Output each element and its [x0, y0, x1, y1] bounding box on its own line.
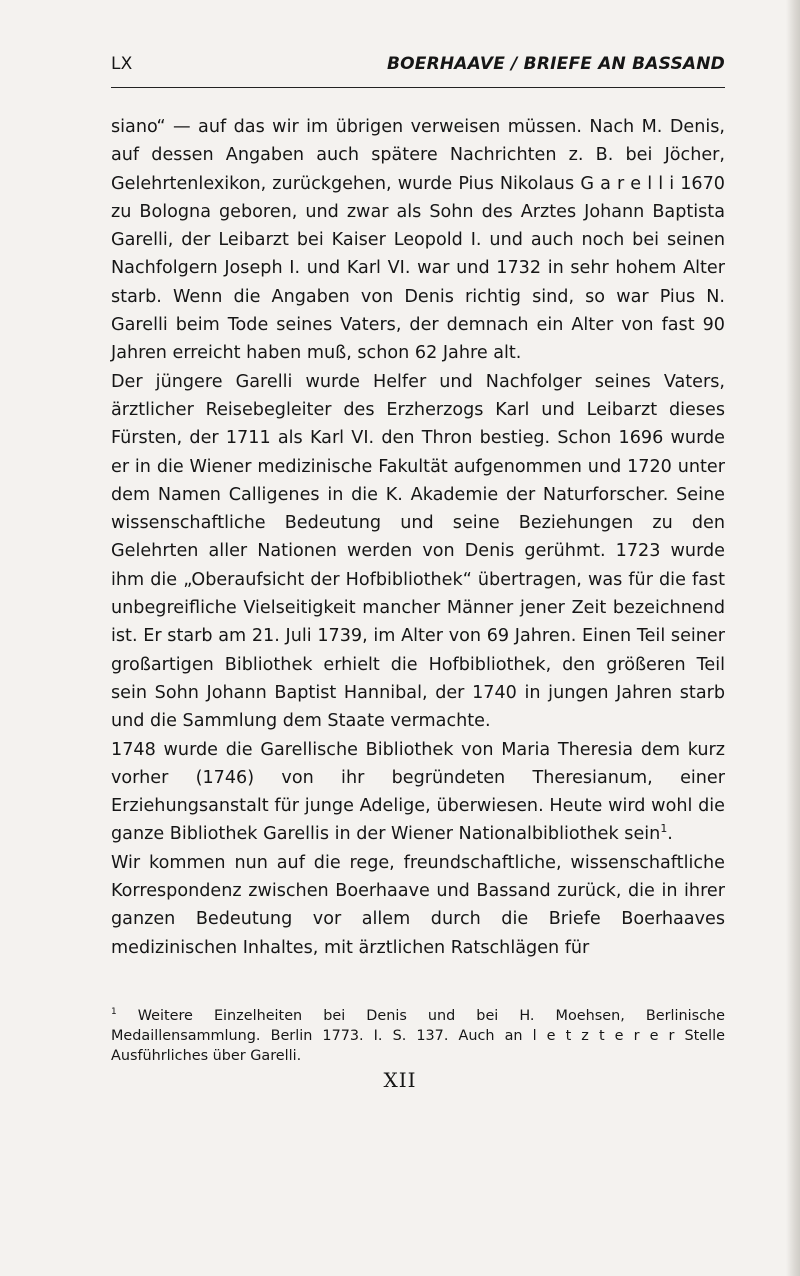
header-running-title: BOERHAAVE / BRIEFE AN BASSAND — [386, 54, 725, 74]
paragraph-3: 1748 wurde die Garellische Bibliothek von Maria Theresia dem kurz vorher (1746) von ihr begründeten Theresianum, einer Erziehungsanstalt für junge Adelige, überwiesen. Heute wird wohl die ganze Bibliothek Garellis in der Wiener Nationalbibliothek sein$^1$. — [111, 739, 725, 845]
page-number: XII — [383, 1068, 417, 1092]
header-rule — [111, 87, 725, 88]
body-text — [111, 113, 725, 962]
header-chapter-number: LX — [111, 54, 133, 74]
paragraph-2: Der jüngere Garelli wurde Helfer und Nachfolger seines Vaters, ärztlicher Reisebegleiter des Erzherzogs Karl und Leibarzt dieses Fürsten, der 1711 als Karl VI. den Thron bestieg. Schon 1696 wurde er in die Wiener medizinische Fakultät aufgenommen und 1720 unter dem Namen Calligenes in die K. Akademie der Naturforscher. Seine wissenschaftliche Bedeutung und seine Beziehungen zu den Gelehrten aller Nationen werden von Denis gerühmt. 1723 wurde ihm die „Oberaufsicht der Hofbibliothek“ übertragen, was für die fast unbegreifliche Vielseitigkeit mancher Männer jener Zeit bezeichnend ist. Er starb am 21. Juli 1739, im Alter von 69 Jahren. Einen Teil seiner großartigen Bibliothek erhielt die Hofbibliothek, den größeren Teil sein Sohn Johann Baptist Hannibal, der 1740 in jungen Jahren starb und die Sammlung dem Staate vermachte. — [111, 371, 725, 732]
footnote-reference: 1 — [660, 822, 668, 836]
footnote-text: Weitere Einzelheiten bei Denis und bei H. Moehsen, Berlinische Medaillensammlung. Berlin 1773. I. S. 137. Auch an l e t z t e r e r Stelle Ausführliches über Garelli. — [111, 1008, 725, 1064]
paragraph-1: siano“ — auf das wir im übrigen verweisen müssen. Nach M. Denis, auf dessen Angaben auch spätere Nachrichten z. B. bei Jöcher, Gelehrtenlexikon, zurückgehen, wurde Pius Nikolaus G a r e l l i 1670 zu Bologna geboren, und zwar als Sohn des Arztes Johann Baptista Garelli, der Leibarzt bei Kaiser Leopold I. und auch noch bei seinen Nachfolgern Joseph I. und Karl VI. war und 1732 in sehr hohem Alter starb. Wenn die Angaben von Denis richtig sind, so war Pius N. Garelli beim Tode seines Vaters, der demnach ein Alter von fast 90 Jahren erreicht haben muß, schon 62 Jahre alt. — [111, 117, 725, 364]
footnote-mark: 1 — [111, 1007, 117, 1018]
paragraph-3-text: 1748 wurde die Garellische Bibliothek von Maria Theresia dem kurz vorher (1746) von ihr begründeten Theresianum, einer Erziehungsanstalt für junge Adelige, überwiesen. Heute wird wohl die ganze Bibliothek Garellis in der Wiener Nationalbibliothek sein — [111, 739, 725, 845]
paragraph-4: Wir kommen nun auf die rege, freundschaftliche, wissenschaftliche Korrespondenz zwischen Boerhaave und Bassand zurück, die in ihrer ganzen Bedeutung vor allem durch die Briefe Boerhaaves medizinischen Inhaltes, mit ärztlichen Ratschlägen für — [111, 852, 725, 958]
footnote — [111, 1006, 725, 1066]
